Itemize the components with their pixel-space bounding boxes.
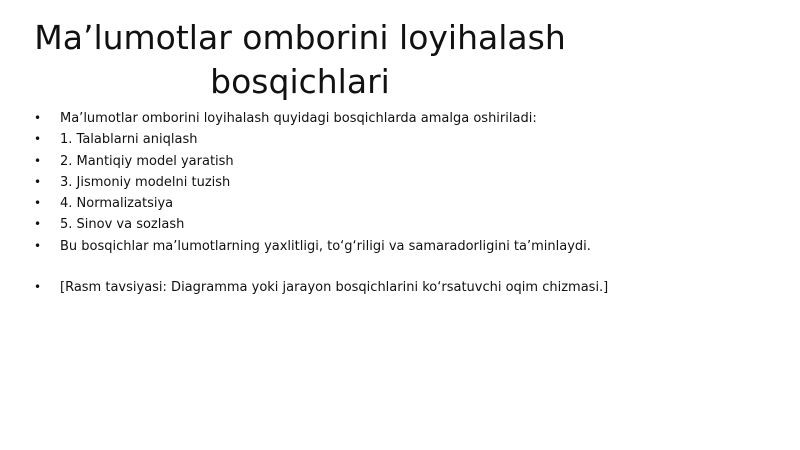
bullet-item <box>34 193 774 214</box>
bullet-icon: • <box>34 196 42 211</box>
slide-title <box>0 16 600 104</box>
bullet-text: 4. Normalizatsiya <box>60 196 174 212</box>
bullet-text: 2. Mantiqiy model yaratish <box>60 153 234 169</box>
bullet-icon: • <box>34 174 42 189</box>
bullet-item <box>34 214 774 235</box>
slide-body <box>34 108 774 298</box>
title-line-1: Ma’lumotlar omborini loyihalash <box>34 18 566 57</box>
bullet-text: 1. Talablarni aniqlash <box>60 132 198 148</box>
bullet-item <box>34 172 774 193</box>
bullet-text: Ma’lumotlar omborini loyihalash quyidagi bosqichlarda amalga oshiriladi: <box>60 111 537 126</box>
bullet-icon: • <box>34 132 42 147</box>
bullet-text: 3. Jismoniy modelni tuzish <box>60 174 231 190</box>
bullet-icon: • <box>34 280 42 295</box>
bullet-icon: • <box>34 238 42 253</box>
bullet-list <box>34 108 774 298</box>
bullet-text: Bu bosqichlar ma’lumotlarning yaxlitligi, to‘g‘riligi va samaradorligini ta’minlaydi. <box>60 238 591 254</box>
bullet-icon: • <box>34 153 42 168</box>
bullet-icon: • <box>34 217 42 232</box>
bullet-item <box>34 277 774 298</box>
bullet-text: 5. Sinov va sozlash <box>60 217 185 233</box>
bullet-text: [Rasm tavsiyasi: Diagramma yoki jarayon bosqichlarini ko‘rsatuvchi oqim chizmasi.] <box>60 280 609 296</box>
bullet-icon: • <box>34 111 42 125</box>
bullet-item <box>34 108 774 129</box>
bullet-item <box>34 151 774 172</box>
title-line-2: bosqichlari <box>210 62 390 101</box>
bullet-item <box>34 129 774 150</box>
bullet-item <box>34 236 774 257</box>
